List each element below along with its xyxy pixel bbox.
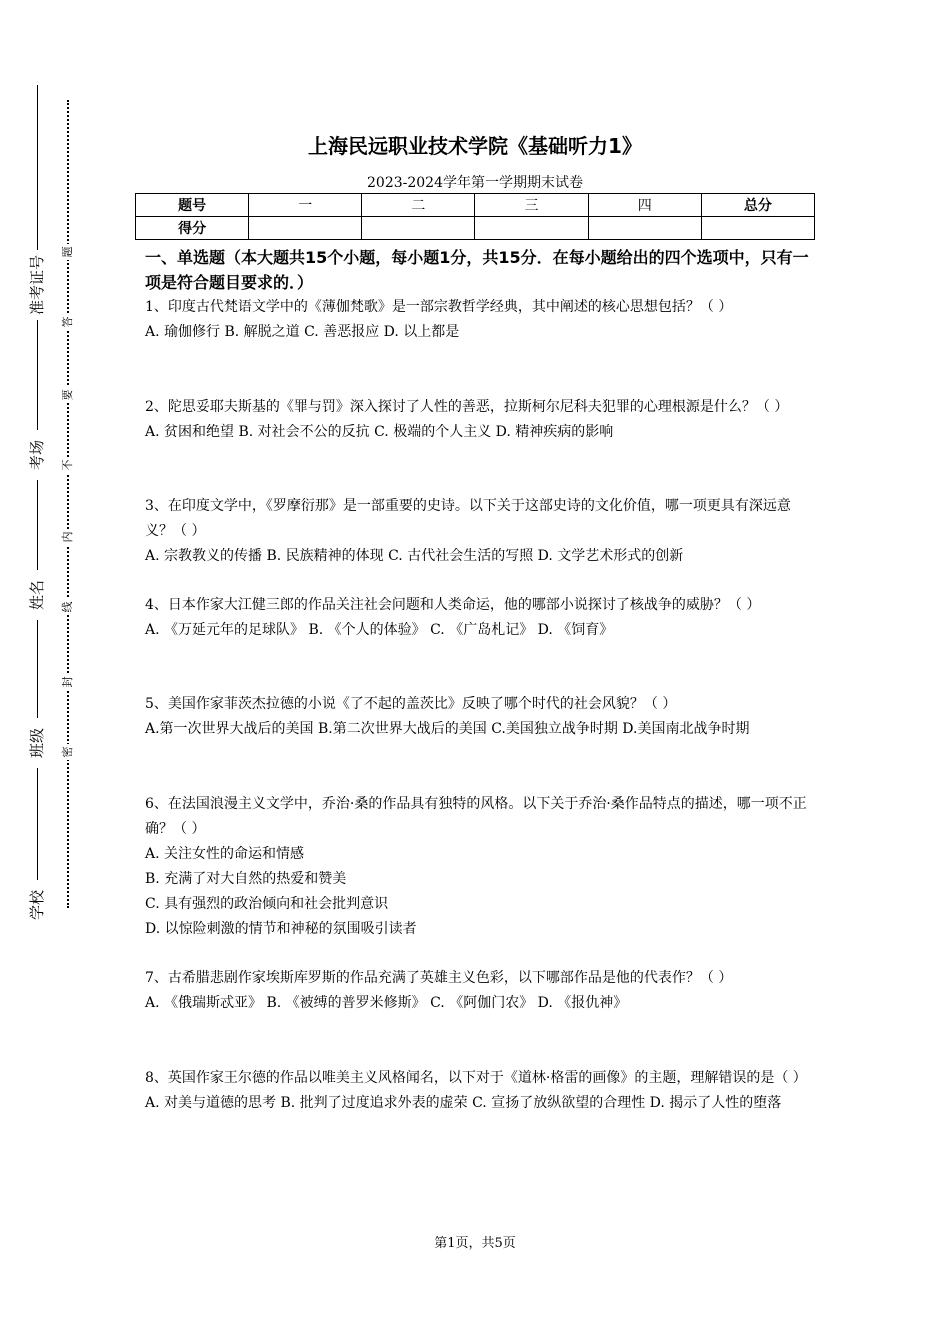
question-options: A. 宗教教义的传播 B. 民族精神的体现 C. 古代社会生活的写照 D. 文学艺术形式的创新: [145, 548, 684, 564]
score-cell: [701, 217, 814, 240]
binding-margin: [0, 0, 120, 1344]
score-table: [135, 193, 815, 240]
score-header-cell: 四: [588, 194, 701, 217]
exam-room-label: 考场: [22, 430, 52, 480]
seal-char: 内: [61, 529, 75, 545]
seal-char: 封: [61, 674, 75, 690]
section-heading: 一、单选题（本大题共15个小题，每小题1分，共15分．在每小题给出的四个选项中，只有一项是符合题目要求的．）: [145, 248, 809, 292]
score-header-cell: 总分: [701, 194, 814, 217]
seal-dotted-line: [67, 100, 69, 908]
score-header-cell: 一: [249, 194, 362, 217]
question-stem: 2、陀思妥耶夫斯基的《罪与罚》深入探讨了人性的善恶，拉斯柯尔尼科夫犯罪的心理根源是什么？（ ）: [145, 399, 789, 415]
question-options: A. 贫困和绝望 B. 对社会不公的反抗 C. 极端的个人主义 D. 精神疾病的影响: [145, 424, 614, 440]
question-options: A. 对美与道德的思考 B. 批判了过度追求外表的虚荣 C. 宣扬了放纵欲望的合理性 D. 揭示了人性的堕落: [145, 1095, 782, 1111]
name-label: 姓名: [22, 570, 52, 620]
question-stem: 4、日本作家大江健三郎的作品关注社会问题和人类命运，他的哪部小说探讨了核战争的威胁？（ ）: [145, 597, 761, 613]
question: [145, 295, 815, 345]
question-options: A. 《俄瑞斯忒亚》 B. 《被缚的普罗米修斯》 C. 《阿伽门农》 D. 《报仇神》: [145, 995, 628, 1011]
score-header-cell: 三: [475, 194, 588, 217]
seal-char: 要: [61, 387, 75, 403]
page-title: 上海民远职业技术学院《基础听力1》: [308, 134, 642, 158]
question-stem: 6、在法国浪漫主义文学中，乔治·桑的作品具有独特的风格。以下关于乔治·桑作品特点的描述，哪一项不正确？（ ）: [145, 796, 807, 837]
exam-number-label: 准考证号: [22, 250, 52, 320]
school-label: 学校: [22, 880, 52, 930]
score-cell: [475, 217, 588, 240]
score-header-cell: 题号: [136, 194, 249, 217]
score-cell: [588, 217, 701, 240]
question: [145, 1066, 815, 1116]
class-label: 班级: [22, 718, 52, 768]
question-stem: 3、在印度文学中，《罗摩衍那》是一部重要的史诗。以下关于这部史诗的文化价值，哪一项更具有深远意义？（ ）: [145, 498, 791, 539]
question: [145, 966, 815, 1016]
question: [145, 792, 815, 942]
seal-char: 答: [61, 314, 75, 330]
question-options: A. 《万延元年的足球队》 B. 《个人的体验》 C. 《广岛札记》 D. 《饲育》: [145, 622, 614, 638]
question-option: A. 关注女性的命运和情感: [145, 846, 305, 862]
question-options: A. 瑜伽修行 B. 解脱之道 C. 善恶报应 D. 以上都是: [145, 324, 460, 340]
score-cell: [362, 217, 475, 240]
question-options: A.第一次世界大战后的美国 B.第二次世界大战后的美国 C.美国独立战争时期 D.美国南北战争时期: [145, 721, 750, 737]
question-option: B. 充满了对大自然的热爱和赞美: [145, 871, 347, 887]
score-table-header-row: [136, 194, 815, 217]
question: [145, 395, 815, 445]
question-option: D. 以惊险刺激的情节和神秘的氛围吸引读者: [145, 921, 417, 937]
binding-line: [37, 85, 38, 930]
seal-char: 密: [61, 744, 75, 760]
question: [145, 593, 815, 643]
question-stem: 8、英国作家王尔德的作品以唯美主义风格闻名，以下对于《道林·格雷的画像》的主题，理解错误的是（ ）: [145, 1070, 807, 1086]
page-footer: 第1页，共5页: [434, 1236, 516, 1251]
score-row-label: 得分: [136, 217, 249, 240]
score-table-row: [136, 217, 815, 240]
seal-char: 不: [61, 457, 75, 473]
seal-char: 线: [61, 599, 75, 615]
seal-char: 题: [61, 244, 75, 260]
score-cell: [249, 217, 362, 240]
question-stem: 7、古希腊悲剧作家埃斯库罗斯的作品充满了英雄主义色彩，以下哪部作品是他的代表作？（ ）: [145, 970, 733, 986]
question: [145, 494, 815, 569]
question-stem: 1、印度古代梵语文学中的《薄伽梵歌》是一部宗教哲学经典，其中阐述的核心思想包括？（ ）: [145, 299, 733, 315]
question-stem: 5、美国作家菲茨杰拉德的小说《了不起的盖茨比》反映了哪个时代的社会风貌？（ ）: [145, 696, 677, 712]
score-header-cell: 二: [362, 194, 475, 217]
question-option: C. 具有强烈的政治倾向和社会批判意识: [145, 896, 389, 912]
question: [145, 692, 815, 742]
page-subtitle: 2023-2024学年第一学期期末试卷: [367, 175, 583, 191]
